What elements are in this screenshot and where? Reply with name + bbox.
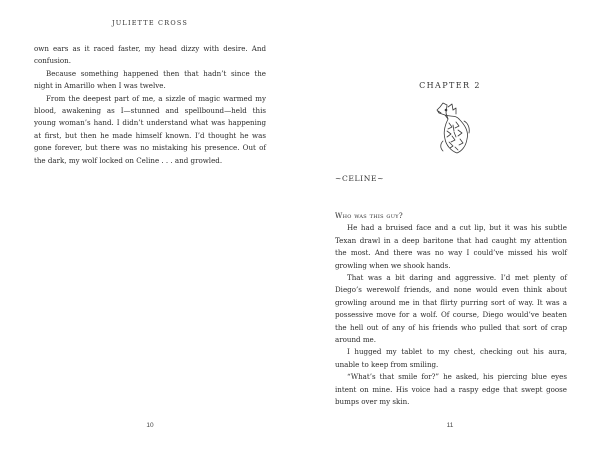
howling-wolf-icon [429, 101, 475, 156]
left-body-text [34, 43, 266, 167]
paragraph: I hugged my tablet to my chest, checking out his aura, unable to keep from smiling. [335, 347, 567, 369]
running-head-author: JULIETTE CROSS [111, 19, 189, 27]
opening-smallcaps: Who was this guy? [335, 211, 403, 220]
chapter-heading: CHAPTER 2 [419, 81, 481, 90]
paragraph: He had a bruised face and a cut lip, but it was his subtle Texan drawl in a deep baritone that had caught my attention the most. And there was no way I could’ve missed his wolf growling when we shook hands. [335, 223, 567, 270]
paragraph: That was a bit daring and aggressive. I’d met plenty of Diego’s werewolf friends, and none would even think about growling around me in that flirty purring sort of way. It was a possessive move for a wolf. Of course, Diego would’ve beaten the hell out of any of his friends who pulled that sort of crap around me. [335, 273, 567, 345]
paragraph: own ears as it raced faster, my head dizzy with desire. And confusion. [34, 44, 266, 66]
paragraph: “What’s that smile for?” he asked, his piercing blue eyes intent on mine. His voice had a raspy edge that swept goose bumps over my skin. [335, 372, 567, 407]
page-number-left: 10 [146, 422, 154, 429]
pov-character-label: ~CELINE~ [335, 174, 385, 183]
paragraph: Because something happened then that hadn’t since the night in Amarillo when I was twelve. [34, 68, 266, 91]
page-number-right: 11 [446, 422, 454, 429]
paragraph: From the deepest part of me, a sizzle of magic warmed my blood, awakening as I—stunned and spellbound—held this young woman’s hand. I didn’t understand what was happening at first, but then he made himself known. I’d thought he was gone forever, but there was no mistaking his presence. Out of the dark, my wolf locked on Celine . . . and growled. [34, 93, 266, 165]
right-page [300, 0, 600, 450]
paragraph-opening [335, 210, 567, 222]
right-body-text [335, 210, 567, 409]
